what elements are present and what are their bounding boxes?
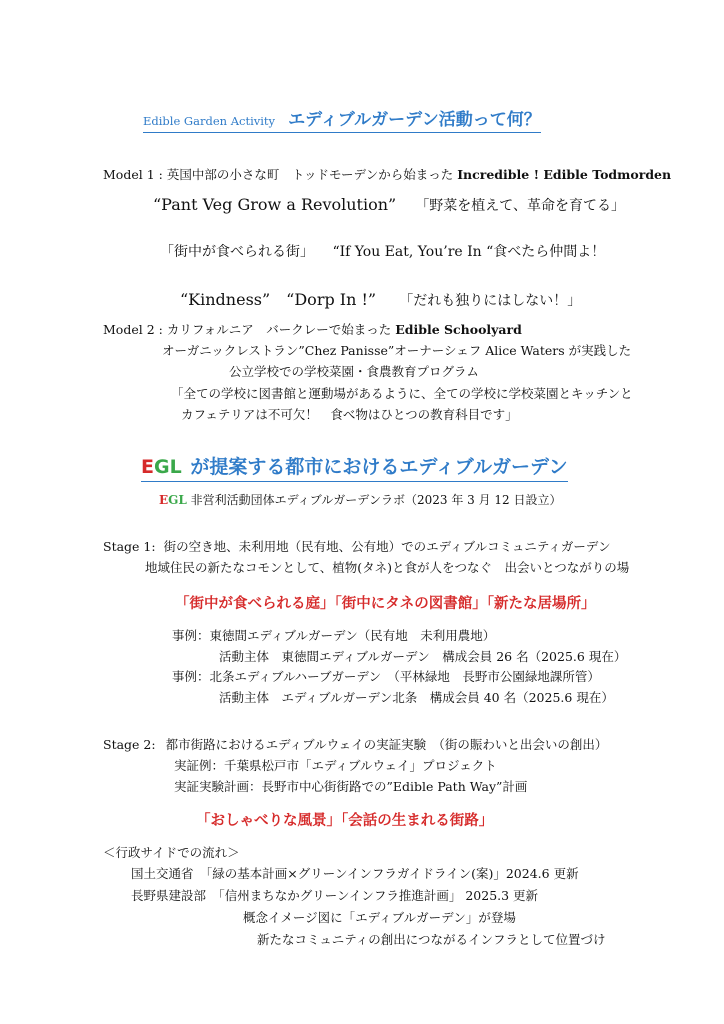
gov-line4: 新たなコミュニティの創出につながるインフラとして位置づけ <box>257 932 606 947</box>
gov-line3: 概念イメージ図に「エディブルガーデン」が登場 <box>243 910 516 925</box>
title-en: Edible Garden Activity <box>143 114 276 128</box>
model1-desc: 英国中部の小さな町 トッドモーデンから始まった <box>166 167 454 182</box>
model2-desc: カリフォルニア バークレーで始まった <box>166 322 392 337</box>
model2-line1: オーガニックレストラン”Chez Panisse”オーナーシェフ Alice Waters が実践した <box>162 343 632 358</box>
stage2-text1: 都市街路におけるエディブルウェイの実証実験 （街の賑わいと出会いの創出） <box>165 737 608 752</box>
slogan3-ja: 「だれも独りにはしない！」 <box>399 293 582 309</box>
stage1-case2-detail: 活動主体 エディブルガーデン北条 構成会員 40 名（2025.6 現在） <box>219 690 614 705</box>
model2-line4: カフェテリアは不可欠！ 食べ物はひとつの教育科目です」 <box>181 407 518 422</box>
stage1-case2: 事例：北条エディブルハーブガーデン （平林緑地 長野市公園緑地課所管） <box>172 669 600 684</box>
egl-e: E <box>141 456 154 478</box>
model2-line3: 「全ての学校に図書館と運動場があるように、全ての学校に学校菜園とキッチンと <box>171 386 633 401</box>
slogan1-en: “Pant Veg Grow a Revolution” <box>153 195 397 214</box>
stage2-label: Stage 2: <box>103 737 156 752</box>
stage2-line2: 実証例：千葉県松戸市「エディブルウェイ」プロジェクト <box>174 758 497 773</box>
stage1-line1 <box>103 537 611 555</box>
model1-slogan3 <box>180 287 581 310</box>
gov-line1: 国土交通省 「緑の基本計画×グリーンインフラガイドライン(案)」2024.6 更新 <box>131 866 579 881</box>
stage1-label: Stage 1: <box>103 539 156 554</box>
slogan2-ja: 「街中が食べられる街」 <box>160 244 314 260</box>
model2-name: Edible Schoolyard <box>395 322 522 337</box>
title-edible-garden-activity <box>143 105 541 133</box>
stage1-line2: 地域住民の新たなコモンとして、植物(タネ)と食が人をつなぐ 出会いとつながりの場 <box>145 560 630 575</box>
title-egl-proposal <box>141 452 568 482</box>
egl-subtitle <box>159 491 562 508</box>
stage1-case1: 事例：東徳間エディブルガーデン（民有地 未利用農地） <box>172 628 496 643</box>
egl-gl: GL <box>153 456 182 478</box>
model2-label: Model 2 : <box>103 322 163 337</box>
slogan3-en: “Kindness” “Dorp In !” <box>180 290 377 309</box>
model2-line2: 公立学校での学校菜園・食農教育プログラム <box>229 364 479 379</box>
slogan1-ja: 「野菜を植えて、革命を育てる」 <box>415 198 626 214</box>
stage2-line3: 実証実験計画：長野市中心街街路での”Edible Path Way”計画 <box>174 779 528 794</box>
egl-sub-gl: GL <box>168 493 187 507</box>
stage2-highlight: 「おしゃべりな風景」「会話の生まれる街路」 <box>196 813 494 829</box>
model1-label: Model 1 : <box>103 167 163 182</box>
model1-slogan2 <box>160 241 605 261</box>
title-ja: エディブルガーデン活動って何？ <box>288 110 541 130</box>
egl-sub-rest: 非営利活動団体エディブルガーデンラボ（2023 年 3 月 12 日設立） <box>190 493 562 507</box>
title2-rest: が提案する都市におけるエディブルガーデン <box>190 456 568 478</box>
stage2-line1 <box>103 735 607 753</box>
model1-slogan1 <box>153 195 625 215</box>
stage1-case1-detail: 活動主体 東徳間エディブルガーデン 構成会員 26 名（2025.6 現在） <box>219 649 627 664</box>
model1-line <box>103 165 671 183</box>
gov-heading: ＜行政サイドでの流れ＞ <box>103 845 240 860</box>
gov-line2: 長野県建設部 「信州まちなかグリーンインフラ推進計画」 2025.3 更新 <box>131 888 539 903</box>
egl-sub-e: E <box>159 493 169 507</box>
model1-name: Incredible ! Edible Todmorden <box>457 167 672 182</box>
slogan2-en: “If You Eat, You’re In “食べたら仲間よ！ <box>332 244 606 260</box>
stage1-highlight: 「街中が食べられる庭」「街中にタネの図書館」「新たな居場所」 <box>175 596 596 612</box>
model2-line <box>103 320 522 338</box>
stage1-text1: 街の空き地、未利用地（民有地、公有地）でのエディブルコミュニティガーデン <box>163 539 611 554</box>
